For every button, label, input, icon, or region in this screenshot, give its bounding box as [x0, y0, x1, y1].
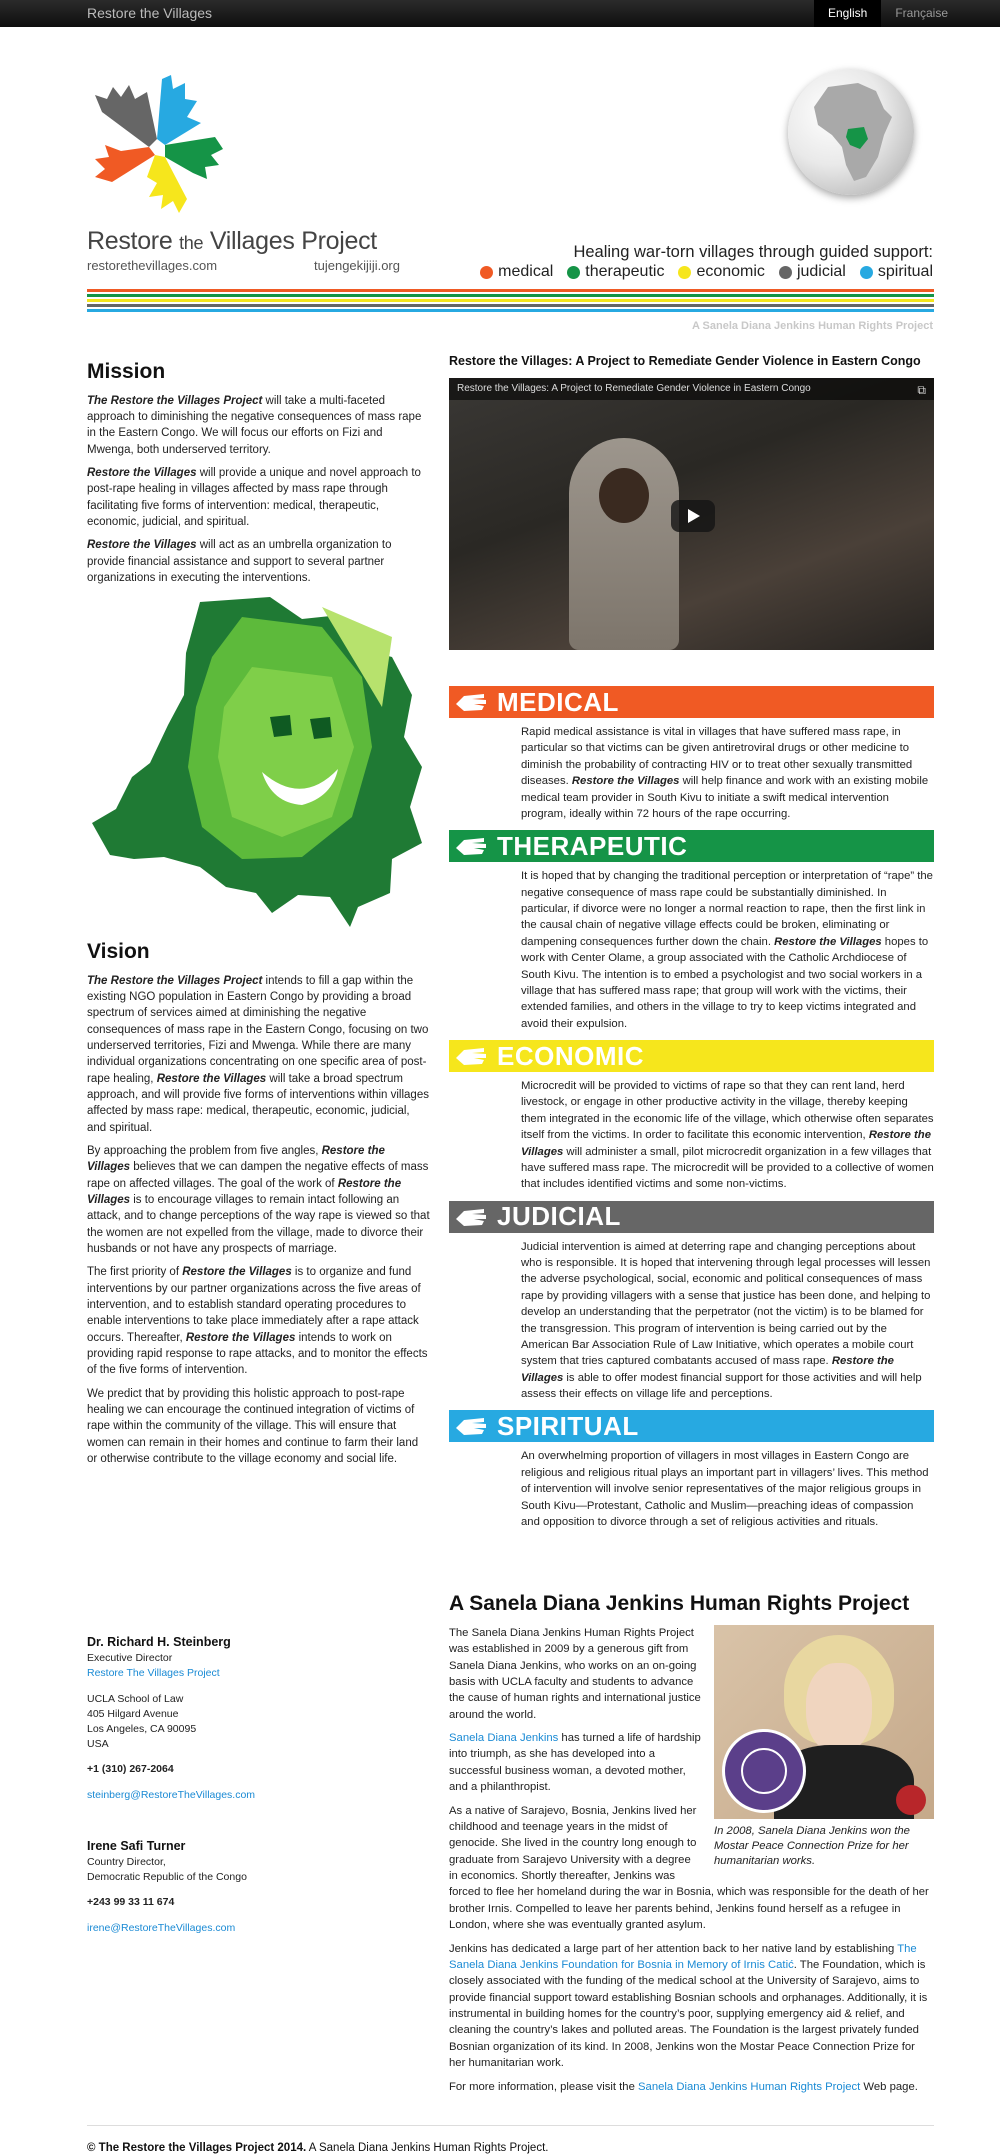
- contact-org-link[interactable]: Restore The Villages Project: [87, 1667, 220, 1680]
- legend-item-therapeutic: therapeutic: [567, 261, 664, 284]
- contact-address-line: UCLA School of Law: [87, 1692, 184, 1705]
- africa-map-icon: [788, 69, 914, 195]
- site-url-secondary[interactable]: tujengekijiji.org: [314, 258, 400, 273]
- section-band-medical: [449, 686, 934, 718]
- mission-paragraph: The Restore the Villages Project will take a multi-faceted approach to diminishing the negative consequences of mass rape in the Eastern Congo. We will focus our efforts on Fizi and Mwenga, both underserved territory.: [87, 394, 422, 456]
- yellow-dot-icon: [678, 266, 691, 279]
- mission-heading: Mission: [87, 360, 166, 383]
- contact-address-line: 405 Hilgard Avenue: [87, 1707, 179, 1720]
- site-url-primary[interactable]: restorethevillages.com: [87, 258, 218, 273]
- play-button[interactable]: [671, 500, 715, 532]
- site-header: [0, 27, 1000, 332]
- section-title: SPIRITUAL: [497, 1410, 639, 1441]
- legend-item-economic: economic: [678, 261, 764, 284]
- legend-item-medical: medical: [480, 261, 553, 284]
- section-title: ECONOMIC: [497, 1040, 644, 1071]
- photo-caption: In 2008, Sanela Diana Jenkins won the Mostar Peace Connection Prize for her humanitarian works.: [714, 1824, 910, 1868]
- vision-paragraph: We predict that by providing this holistic approach to post-rape healing we can encourage the continued integration of victims of rape within the community of the village. This will ensure that women can remain in their homes and continue to farm their land or otherwise contribute to the village economy and social life.: [87, 1387, 419, 1465]
- gray-dot-icon: [779, 266, 792, 279]
- contact-address-line: USA: [87, 1738, 109, 1751]
- mostar-medal-icon: [722, 1729, 806, 1813]
- vision-paragraph: The Restore the Villages Project intends to fill a gap within the existing NGO population in Eastern Congo by providing a broad spectrum of services aimed at diminishing the negative consequences of mass rape in the Eastern Congo, focusing on two underserved territories, Fizi and Mwenga. While there are many individual organizations concentrating on one specific area of post-rape healing, Restore the Villages will take a broad spectrum approach, and will provide five forms of interventions within villages affected by mass rape: medical, therapeutic, economic, judicial, and spiritual.: [87, 974, 429, 1134]
- section-title: MEDICAL: [497, 686, 619, 717]
- vision-heading: Vision: [87, 940, 150, 963]
- hand-icon: [449, 1040, 493, 1072]
- contact-email-link[interactable]: steinberg@RestoreTheVillages.com: [87, 1788, 256, 1801]
- sdj-project-section: [449, 1589, 934, 2102]
- sdj-paragraph: For more information, please visit the Sanela Diana Jenkins Human Rights Project Web page.: [449, 2080, 918, 2093]
- section-band-economic: [449, 1040, 934, 1072]
- video-section: [449, 353, 934, 650]
- mission-paragraph: Restore the Villages will act as an umbrella organization to provide financial assistance and support to several partner organizations in executing the interventions.: [87, 539, 392, 585]
- vision-paragraph: The first priority of Restore the Villages is to organize and fund interventions by our partner organizations across the five areas of intervention, and to establish standard operating procedures to enable interventions to take place immediately after a rape attack occurs. Thereafter, Restore the Villages intends to work on providing rapid response to rape attacks, and to monitor the effects of the five forms of intervention.: [87, 1266, 428, 1377]
- video-heading: Restore the Villages: A Project to Remediate Gender Violence in Eastern Congo: [449, 354, 921, 368]
- vision-paragraph: By approaching the problem from five angles, Restore the Villages believes that we can dampen the negative effects of mass rape on affected villages. The goal of the work of Restore the Villages is to encourage villages to remain intact following an attack, and to change perceptions of the way rape is viewed so that the women are not expelled from the village, made to divorce their husbands or not have any prospects of marriage.: [87, 1145, 430, 1256]
- hand-icon: [449, 686, 493, 718]
- header-tagline: Healing war-torn villages through guided support:: [573, 243, 933, 261]
- legend-item-judicial: judicial: [779, 261, 846, 284]
- contact-address-line: Los Angeles, CA 90095: [87, 1723, 197, 1735]
- section-body-judicial: Judicial intervention is aimed at deterring rape and changing perceptions about who is responsible. It is hoped that intervening through legal processes will lessen the adverse psychological, social, economic and political consequences of mass rape by providing villagers with a sense that justice has been done, and helping to develop an understanding that the perpetrator (not the victim) is to be blamed for the transgression. This program of intervention is being carried out by the American Bar Association Rule of Law Initiative, which operates a mobile court system that tries captured combatants accused of mass rape. Restore the Villages is able to offer modest financial support for those activities and will help assess their effects on village life and perceptions.: [521, 1240, 931, 1400]
- section-body-medical: Rapid medical assistance is vital in villages that have suffered mass rape, in particular so that victims can be given antiretroviral drugs or other medicine to diminish the probability of contracting HIV or to treat other sexually transmitted diseases. Restore the Villages will help finance and work with an existing mobile medical team provider in South Kivu to initiate a swift medical intervention program, ideally within 72 hours of the rape occurring.: [521, 726, 929, 820]
- sdj-paragraph: The Sanela Diana Jenkins Human Rights Project was established in 2009 by a generous gift from Sanela Diana Jenkins, who works on an on-going basis with UCLA faculty and students to advance the cause of human rights and international justice around the world.: [449, 1626, 701, 1721]
- section-body-therapeutic: It is hoped that by changing the traditional perception or interpretation of “rape” the negative consequence of mass rape could be substantially diminished. In particular, if divorce were no longer a normal reaction to rape, then the first link in the causal chain of negative village effects could be broken, eliminating or dampening consequences further down the chain. Restore the Villages hopes to work with Center Olame, a group associated with the Catholic Archdiocese of South Kivu. The intention is to embed a psychologist and two social workers in a village that has suffered mass rape; that group will work with the victims, their extended families, and others in the village to try to keep victims integrated and avoid their expulsion.: [521, 870, 933, 1030]
- jenkins-link[interactable]: Sanela Diana Jenkins: [449, 1732, 559, 1745]
- sdj-heading: A Sanela Diana Jenkins Human Rights Project: [449, 1592, 910, 1615]
- contact-name: Dr. Richard H. Steinberg: [87, 1635, 231, 1649]
- jenkins-photo-figure: [714, 1625, 934, 1870]
- section-band-spiritual: [449, 1410, 934, 1442]
- site-title: Restore the Villages Project: [87, 227, 377, 255]
- hand-icon: [449, 830, 493, 862]
- language-english-link[interactable]: English: [814, 0, 881, 27]
- sdj-paragraph: Sanela Diana Jenkins has turned a life of hardship into triumph, as she has developed into a successful business woman, a devoted mother, and a philanthropist.: [449, 1732, 701, 1794]
- contact-phone: +1 (310) 267-2064: [87, 1763, 174, 1776]
- footer-copyright: © The Restore the Villages Project 2014.: [87, 2142, 307, 2154]
- footer-credit: A Sanela Diana Jenkins Human Rights Project.: [306, 2142, 549, 2154]
- section-band-judicial: [449, 1201, 934, 1233]
- pin-badge-icon: [896, 1785, 926, 1815]
- page-footer: [87, 2125, 934, 2156]
- contact-role: Executive Director: [87, 1652, 173, 1665]
- africa-globe-image: [788, 69, 914, 195]
- contact-role: Country Director,: [87, 1856, 166, 1868]
- section-body-spiritual: An overwhelming proportion of villagers in most villages in Eastern Congo are religious and religious ritual plays an important part in villagers’ lives. This method of intervention will involve senior representatives of the major religious groups in South Kivu—Protestant, Catholic and Muslim—preaching ideas of compassion and opposition to divorce through a set of religious activities and rituals.: [521, 1450, 929, 1528]
- orange-dot-icon: [480, 266, 493, 279]
- section-title: THERAPEUTIC: [497, 830, 688, 861]
- language-switcher: [814, 0, 962, 27]
- sdj-paragraph: Jenkins has dedicated a large part of her attention back to her native land by establishing The Sanela Diana Jenkins Foundation for Bosnia in Memory of Irnis Catić. The Foundation, which is closely associated with the funding of the medical school at the University of Sarajevo, aims to provide financial support toward establishing Bosnian schools and orphanages. Additionally, it is instrumental in building homes for the country’s poor, supplying emergency aid & relief, and cleaning the country’s lakes and polluted areas. The Foundation is the largest privately funded Bosnian organization of its kind. In 2008, Jenkins won the Mostar Peace Connection Prize for her humanitarian work.: [449, 1942, 928, 2070]
- sdj-paragraph: As a native of Sarajevo, Bosnia, Jenkins lived her childhood and teenage years in the midst of genocide. She lived in the country long enough to graduate from Sarajevo University with a degree in economics. Shortly thereafter, Jenkins was forced to flee her homeland during the war in Bosnia, which was responsible for the death of her brother Irnis. Compelled to leave her parents behind, Jenkins found herself as a refugee in London, where she was eventually granted asylum.: [449, 1804, 929, 1932]
- contact-phone: +243 99 33 11 674: [87, 1896, 175, 1909]
- mission-section: [87, 357, 430, 593]
- intervention-legend: [480, 261, 933, 284]
- congo-woman-illustration: [92, 597, 442, 927]
- jenkins-photo: [714, 1625, 934, 1819]
- header-credit: A Sanela Diana Jenkins Human Rights Project: [691, 320, 933, 332]
- video-player[interactable]: [449, 378, 934, 650]
- navbar-brand-link[interactable]: Restore the Villages: [87, 4, 213, 21]
- mission-paragraph: Restore the Villages will provide a unique and novel approach to post-rape healing in villages affected by mass rape through facilitating five forms of intervention: medical, therapeutic, economic, judicial, and spiritual.: [87, 467, 421, 529]
- top-navbar: [0, 0, 1000, 27]
- contact-name: Irene Safi Turner: [87, 1838, 186, 1853]
- hand-icon: [449, 1410, 493, 1442]
- language-french-link[interactable]: Française: [895, 6, 948, 20]
- color-stripes-divider: [87, 289, 934, 314]
- colored-hands-logo: [87, 67, 227, 217]
- contact-email-link[interactable]: irene@RestoreTheVillages.com: [87, 1921, 236, 1934]
- contacts-section: [87, 1633, 430, 1936]
- vision-section: [87, 937, 430, 1474]
- contact-country: Democratic Republic of the Congo: [87, 1871, 247, 1884]
- share-icon[interactable]: ⧉: [917, 382, 926, 397]
- section-body-economic: Microcredit will be provided to victims of rape so that they can rent land, herd livestock, or engage in other productive activity in the village, thereby keeping them integrated in the economic life of the village, which otherwise often separates itself from the victims. In order to facilitate this economic intervention, Restore the Villages will administer a small, pilot microcredit organization in a few villages that have suffered mass rape. The microcredit will be provided to a collective of women that includes identified victims and some non-victims.: [521, 1080, 934, 1191]
- blue-dot-icon: [860, 266, 873, 279]
- video-title-bar: Restore the Villages: A Project to Remediate Gender Violence in Eastern Congo: [449, 378, 934, 400]
- foundation-link[interactable]: The Sanela Diana Jenkins Foundation for Bosnia in Memory of Irnis Catić: [449, 1942, 917, 1971]
- interventions-section: [449, 686, 934, 1538]
- hand-icon: [449, 1201, 493, 1233]
- legend-item-spiritual: spiritual: [860, 261, 933, 284]
- section-band-therapeutic: [449, 830, 934, 862]
- section-title: JUDICIAL: [497, 1201, 621, 1232]
- green-dot-icon: [567, 266, 580, 279]
- sdj-project-link[interactable]: Sanela Diana Jenkins Human Rights Project: [638, 2080, 861, 2093]
- page-wrapper: [0, 27, 1000, 2154]
